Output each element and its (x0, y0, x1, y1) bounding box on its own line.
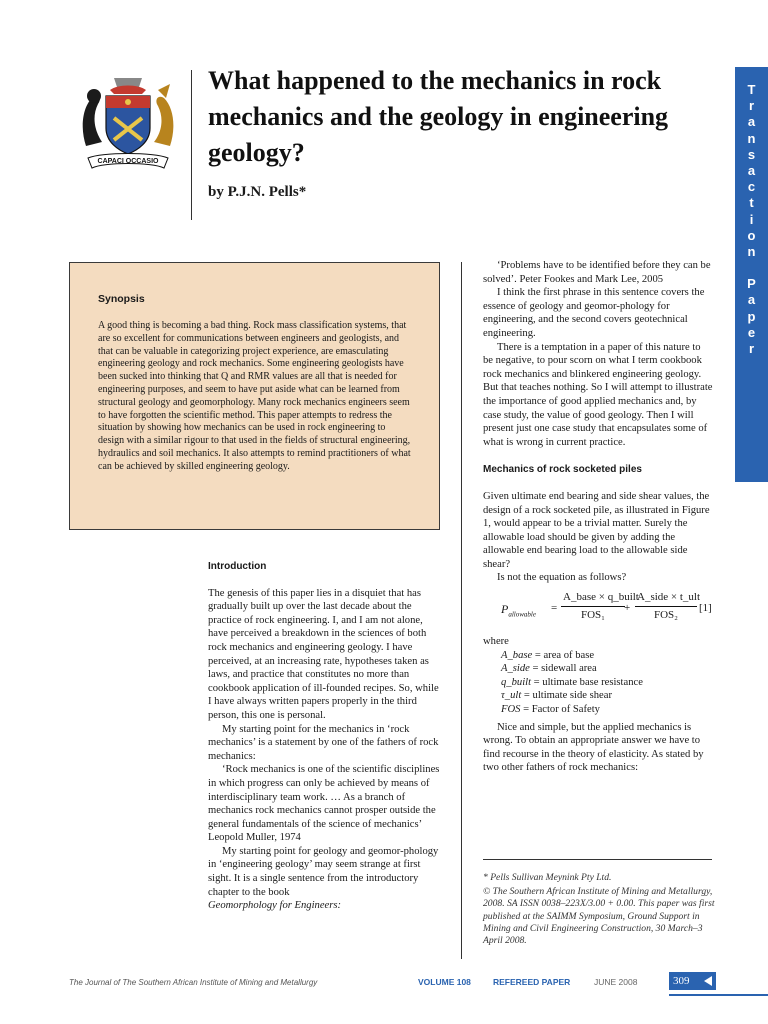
intro-paragraph: My starting point for the mechanics in ‘rock mechanics’ is a statement by one of the fathers of rock mechanics: (208, 723, 439, 762)
definition-item: τ_ult = ultimate side shear (501, 690, 612, 702)
footnotes (483, 872, 723, 947)
body-paragraph: Nice and simple, but the applied mechanics is wrong. To obtain an appropriate answer we have to find recourse in the theory of elasticity. As stated by two other fathers of rock mechanics: (483, 721, 704, 774)
side-tab-letter: a (747, 292, 756, 308)
where-label: where (483, 636, 509, 648)
equation-lhs: $P_{allowable}$ (501, 602, 536, 619)
fraction-2-numerator: A_side × t_ult (635, 591, 697, 607)
side-tab-letter: c (747, 179, 756, 195)
equation-fraction-2 (635, 591, 701, 622)
side-tab-letter: r (748, 98, 755, 114)
footer-date: JUNE 2008 (594, 977, 638, 987)
footer-refereed: REFEREED PAPER (493, 977, 571, 987)
body-paragraph: There is a temptation in a paper of this nature to be negative, to pour scorn on what I term cookbook rock mechanics and blinkered engineering geology. But that teaches nothing. So I will attempt to illustrate the importance of good applied mechanics and, by case study, the value of good geology. Then I will present just one case study that encapsulates some of what is wrong in current practice. (483, 341, 713, 448)
intro-paragraph: The genesis of this paper lies in a disquiet that has gradually built up over the last decade about the practice of rock engineering. I, and I am not alone, have perceived a breakdown in the sciences of both rock mechanics and engineering geology. I have perceived, at an increasing rate, hypotheses taken as laws, and practice that constitutes no more than cookbook application of ill-founded recipes. So, while I have always written papers properly in the third person, this one is personal. (208, 587, 439, 721)
fraction-1-numerator: A_base × q_built (561, 591, 625, 607)
crest-motto: CAPACI OCCASIO (97, 158, 159, 165)
fookes-quote: ‘Problems have to be identified before they can be solved’. Peter Fookes and Mark Lee, 2005 (483, 260, 711, 285)
equation-plus: + (624, 602, 631, 615)
definition-item: FOS = Factor of Safety (501, 704, 600, 716)
side-tab-letter: t (749, 195, 754, 211)
triangle-left-icon (704, 976, 712, 986)
book-title: Geomorphology for Engineers: (208, 900, 341, 912)
side-tab-letter: p (747, 308, 756, 324)
right-column (483, 259, 713, 775)
side-tab-letter: r (748, 341, 755, 356)
footer-accent-rule (669, 994, 768, 996)
page-number-box (669, 972, 716, 990)
side-tab-letter: a (747, 162, 756, 178)
title-divider (191, 70, 192, 220)
definition-item: q_built = ultimate base resistance (501, 676, 643, 688)
definition-item: A_side = sidewall area (501, 663, 597, 675)
intro-paragraph: My starting point for geology and geomor-phology in ‘engineering geology’ may seem strange at first sight. It is a single sentence from the introductory chapter to the book (208, 845, 439, 898)
side-tab-letter: e (747, 324, 756, 340)
equation-fraction-1 (561, 591, 639, 622)
fraction-1-denominator: FOS₁ (580, 608, 605, 621)
side-tab-letter: T (747, 82, 756, 97)
equation-1 (483, 589, 713, 633)
body-paragraph: I think the first phrase in this sentence covers the essence of geology and geomor-phology for engineering, and the second covers geotechnical engineering. (483, 287, 705, 339)
page-title: What happened to the mechanics in rock mechanics and the geology in engineering geology? (208, 66, 669, 167)
fraction-2-denominator: FOS₂ (653, 608, 678, 621)
equation-number: [1] (699, 602, 712, 615)
side-tab-letter (735, 260, 768, 276)
footnote-rule (483, 859, 712, 860)
introduction-heading: Introduction (208, 561, 267, 572)
symbol-definitions (483, 649, 713, 717)
footer-journal-name: The Journal of The Southern African Institute of Mining and Metallurgy (69, 978, 318, 987)
definition-item: A_base = area of base (501, 649, 595, 661)
pile-section-heading: Mechanics of rock socketed piles (483, 464, 642, 476)
equation-equals: = (551, 602, 558, 615)
intro-quote: ‘Rock mechanics is one of the scientific disciplines in which progress can only be achieved by means of interdisciplinary team work. … As a branch of mechanics rock mechanics cannot prosper outside the general fundamentals of the science of mechanics’ Leopold Muller, 1974 (208, 764, 440, 844)
footnote-copyright: © The Southern African Institute of Mining and Metallurgy, 2008. SA ISSN 0038–223X/3.00 + 0.00. This paper was first published at the SAIMM Symposium, Ground Support in Mining and Civil Engineering Construction, 30 March–3 April 2008. (483, 886, 715, 947)
synopsis-text: A good thing is becoming a bad thing. Rock mass classification systems, that are so excellent for communications between engineers and geologists, and that can be valuable in categorizing project experience, are emasculating engineering geology and rock mechanics. Some engineering geologists have been sucked into thinking that Q and RMR values are all that is needed for engineering purposes, and seem to have put aside what can be learned from structural geology and geomorphology. Many rock mechanics engineers seem to have forgotten the scientific method. This paper attempts to redress the situation by showing how mechanics can be used in rock engineering to design with a similar rigour to that used in the fields of structural engineering, hydraulics and soil mechanics. It also attempts to remind practitioners of what can be achieved by skilled engineering geology. (98, 320, 411, 472)
side-tab-letter: i (749, 211, 754, 227)
footnote-affiliation: * Pells Sullivan Meynink Pty Ltd. (483, 872, 612, 883)
side-tab-letter: P (747, 276, 756, 292)
footer-volume: VOLUME 108 (418, 977, 471, 987)
coat-of-arms-icon (72, 68, 184, 180)
side-tab-letter: o (747, 227, 756, 243)
body-paragraph: Given ultimate end bearing and side shear values, the design of a rock socketed pile, as illustrated in Figure 1, would appear to be a trivial matter. Surely the allowable load should be given by adding the allowable end bearing load to the allowable side shear? (483, 490, 710, 570)
column-divider (461, 262, 462, 959)
synopsis-heading: Synopsis (98, 293, 145, 305)
transaction-paper-tab (735, 67, 768, 482)
side-tab-letter: n (747, 130, 756, 146)
body-paragraph: Is not the equation as follows? (497, 572, 627, 584)
introduction-column (208, 560, 440, 913)
side-tab-letter: s (747, 146, 756, 162)
synopsis-box (69, 262, 440, 530)
page-number: 309 (673, 975, 690, 987)
side-tab-letter: n (747, 243, 756, 259)
side-tab-letter: a (747, 114, 756, 130)
byline: by P.J.N. Pells* (208, 184, 307, 200)
